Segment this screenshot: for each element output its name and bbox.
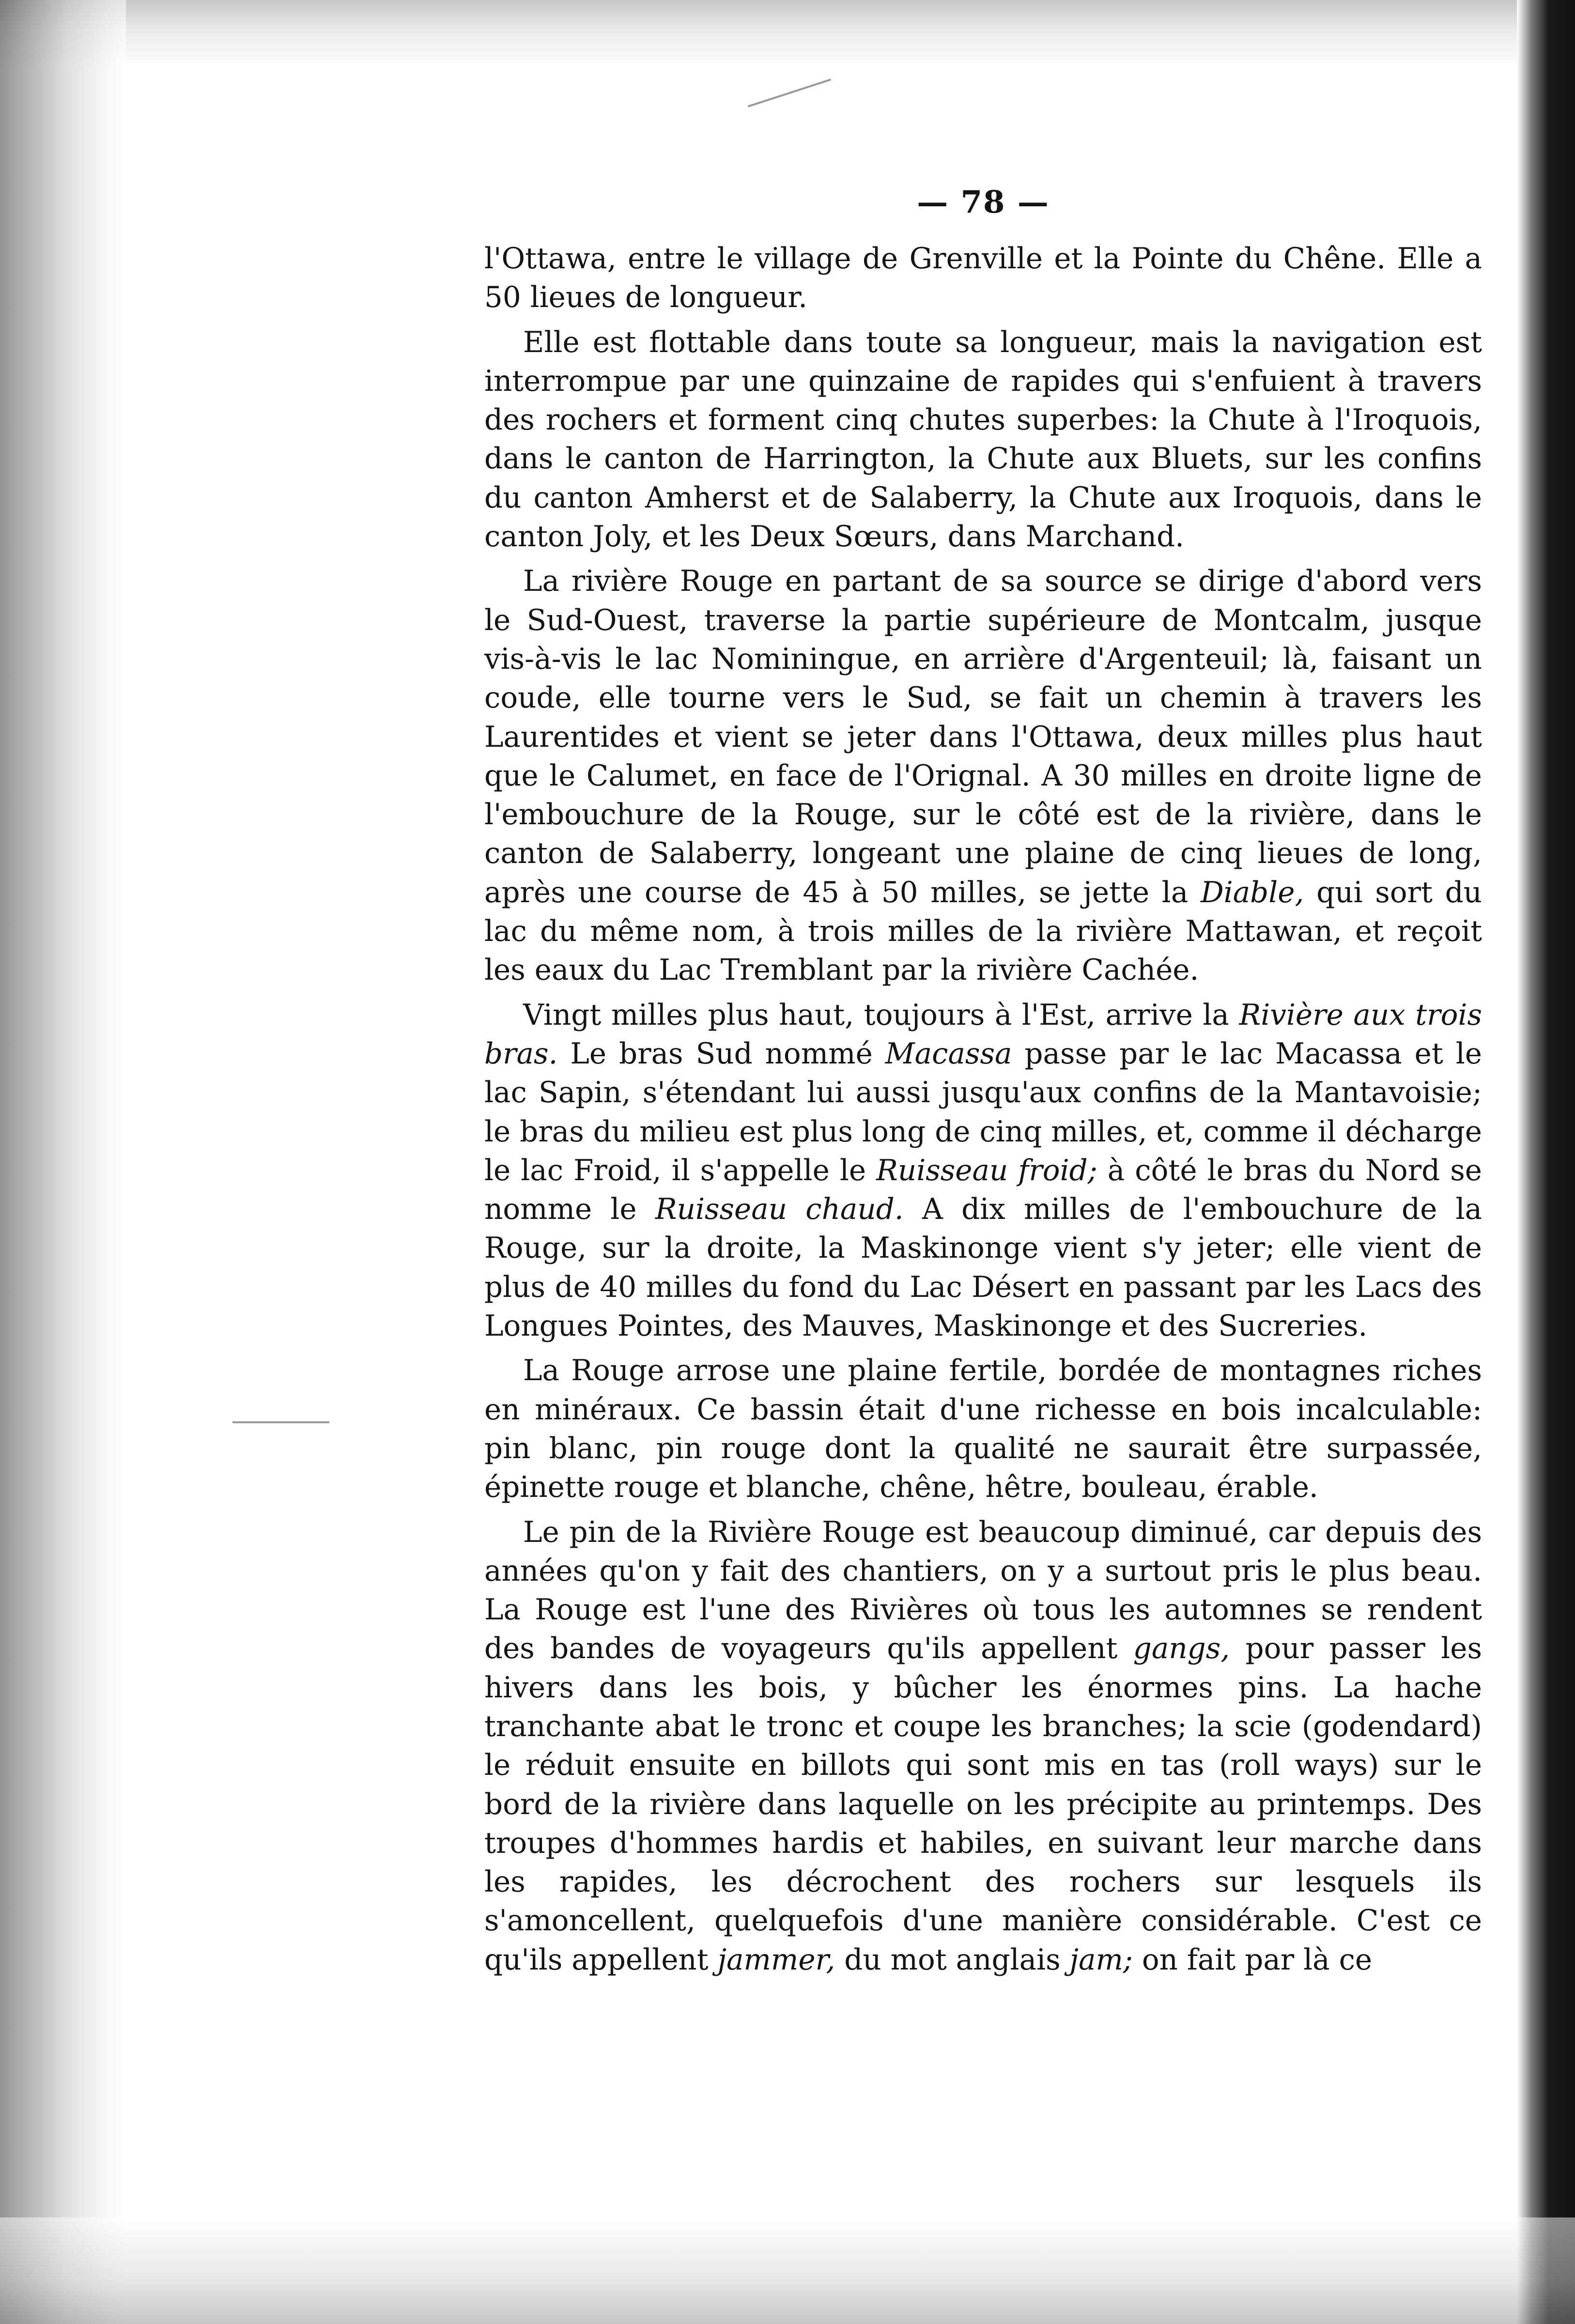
text-run: Elle est flottable dans toute sa longueur, mais la navigation est interrompue par une quinzaine de rapides qui s'enfuient à travers des rochers et forment cinq chutes superbes: la Chute à l'Iroquois, dans le canton de Harrington, la Chute aux Bluets, sur les confins du canton Amherst et de Salaberry, la Chute aux Iroquois, dans le canton Joly, et les Deux Sœurs, dans Marchand. [484, 325, 1482, 554]
text-run: pour passer les hivers dans les bois, y bûcher les énormes pins. La hache tranchante abat le tronc et coupe les branches; la scie (godendard) le réduit ensuite en billots qui sont mis en tas (roll ways) sur le bord de la rivière dans laquelle on les précipite au printemps. Des troupes d'hommes hardis et habiles, en suivant leur marche dans les rapides, les décrochent des rochers sur lesquels ils s'amoncellent, quelquefois d'une manière considérable. C'est ce qu'ils appellent [484, 1632, 1482, 1977]
paragraph-p4 [484, 996, 1482, 1346]
italic-run: Rivière aux trois bras. [484, 998, 1482, 1071]
text-run: l'Ottawa, entre le village de Grenville et la Pointe du Chêne. Elle a 50 lieues de longueur. [484, 242, 1482, 315]
text-run: passe par le lac Macassa et le lac Sapin, s'étendant lui aussi jusqu'aux confins de la Mantavoisie; le bras du milieu est plus long de cinq milles, et, comme il décharge le lac Froid, il s'appelle le [484, 1037, 1482, 1187]
text-run: Vingt milles plus haut, toujours à l'Est, arrive la [523, 998, 1239, 1032]
text-run: qui sort du lac du même nom, à trois milles de la rivière Mattawan, et reçoit les eaux du Lac Tremblant par la rivière Cachée. [484, 876, 1482, 987]
paragraph-p3 [484, 562, 1482, 990]
paragraph-p6 [484, 1513, 1482, 1980]
paragraph-p2 [484, 323, 1482, 557]
body-text [484, 240, 1482, 1980]
text-run: La rivière Rouge en partant de sa source se dirige d'abord vers le Sud-Ouest, traverse la partie supérieure de Montcalm, jusque vis-à-vis le lac Nominingue, en arrière d'Argenteuil; là, faisant un coude, elle tourne vers le Sud, se fait un chemin à travers les Laurentides et vient se jeter dans l'Ottawa, deux milles plus haut que le Calumet, en face de l'Orignal. A 30 milles en droite ligne de l'embouchure de la Rouge, sur le côté est de la rivière, dans le canton de Salaberry, longeant une plaine de cinq lieues de long, après une course de 45 à 50 milles, se jette la [484, 565, 1482, 909]
paragraph-p1 [484, 240, 1482, 318]
text-run: Le bras Sud nommé [557, 1037, 885, 1071]
italic-run: Ruisseau froid; [876, 1154, 1097, 1187]
text-run: à côté le bras du Nord se nomme le [484, 1154, 1482, 1227]
text-run: A dix milles de l'embouchure de la Rouge, sur la droite, la Maskinonge vient s'y jeter; elle vient de plus de 40 milles du fond du Lac Désert en passant par les Lacs des Longues Pointes, des Mauves, Maskinonge et des Sucreries. [484, 1193, 1482, 1343]
italic-run: jammer, [717, 1943, 835, 1977]
page-number: — 78 — [917, 184, 1050, 220]
paragraph-p5 [484, 1352, 1482, 1507]
document-page [484, 184, 1482, 1980]
italic-run: gangs, [1133, 1632, 1230, 1666]
margin-mark [232, 1421, 329, 1423]
italic-run: Macassa [885, 1037, 1012, 1071]
margin-mark [748, 78, 831, 107]
text-run: Le pin de la Rivière Rouge est beaucoup diminué, car depuis des années qu'on y fait des chantiers, on y a surtout pris le plus beau. La Rouge est l'une des Rivières où tous les automnes se rendent des bandes de voyageurs qu'ils appellent [484, 1515, 1482, 1666]
scan-left-gutter [0, 0, 126, 2324]
scan-top-shadow [0, 0, 1575, 68]
text-run: du mot anglais [835, 1943, 1070, 1977]
italic-run: jam; [1069, 1943, 1133, 1977]
scan-right-edge [1517, 0, 1575, 2324]
scan-bottom-shadow [0, 2217, 1575, 2324]
italic-run: Ruisseau chaud. [655, 1193, 904, 1227]
text-run: on fait par là ce [1132, 1943, 1373, 1977]
text-run: La Rouge arrose une plaine fertile, bordée de montagnes riches en minéraux. Ce bassin était d'une richesse en bois incalculable: pin blanc, pin rouge dont la qualité ne saurait être surpassée, épinette rouge et blanche, chêne, hêtre, bouleau, érable. [484, 1354, 1482, 1505]
italic-run: Diable, [1200, 876, 1304, 909]
